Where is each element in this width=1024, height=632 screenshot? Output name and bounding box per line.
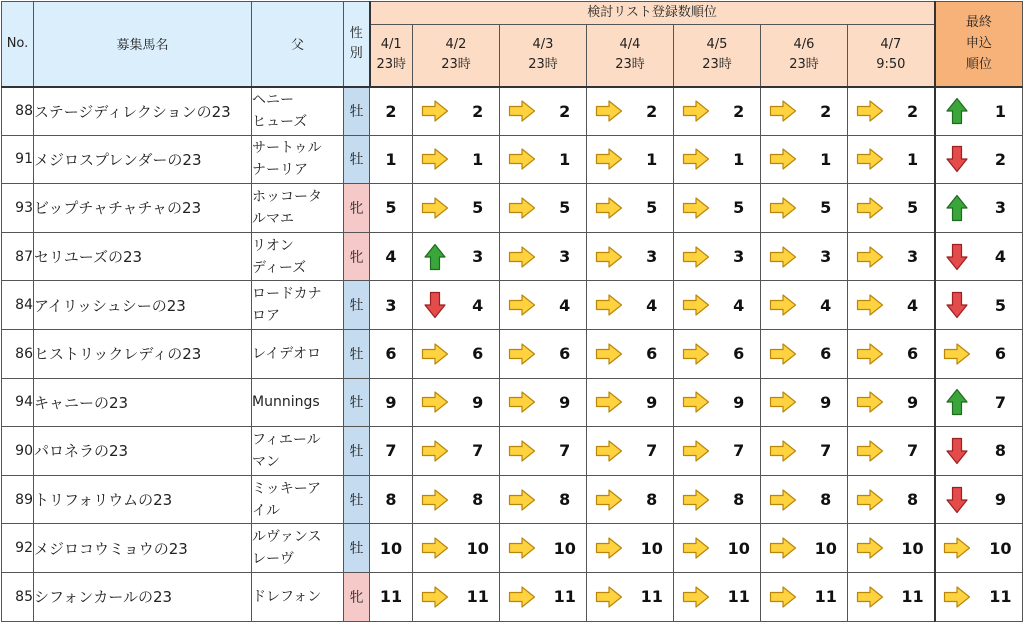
rank-value: 1: [892, 135, 935, 184]
header-date: 4/5: [706, 37, 728, 53]
trend-arrow-right-icon: [413, 572, 457, 621]
rank-value: 3: [718, 232, 761, 281]
sire-line-2: ロア: [252, 308, 280, 325]
rank-value: 5: [370, 184, 413, 233]
rank-value: 2: [718, 87, 761, 136]
final-arrow-up-icon: [935, 87, 979, 136]
sire-line-2: ヒューズ: [252, 114, 308, 131]
rank-value: 4: [892, 281, 935, 330]
rank-value: 1: [631, 135, 674, 184]
sex-badge: 牡: [344, 281, 370, 330]
rank-value: 8: [631, 475, 674, 524]
row-number: 87: [2, 232, 34, 281]
rank-value: 9: [544, 378, 587, 427]
header-sire: 父: [252, 2, 344, 87]
table-row: [2, 135, 1023, 184]
final-rank: 6: [979, 329, 1023, 378]
table-row: [2, 184, 1023, 233]
sire-name: [252, 329, 344, 378]
rank-value: 6: [718, 329, 761, 378]
header-time: 23時: [441, 57, 471, 73]
header-date: 4/7: [880, 37, 902, 53]
rank-value: 7: [457, 427, 500, 476]
sire-line-2: イル: [252, 502, 280, 519]
final-rank: 11: [979, 572, 1023, 621]
final-arrow-down-icon: [935, 475, 979, 524]
sire-name: [252, 378, 344, 427]
rank-value: 1: [457, 135, 500, 184]
horse-name: ヒストリックレディの23: [34, 329, 252, 378]
rank-value: 4: [457, 281, 500, 330]
horse-name: セリユーズの23: [34, 232, 252, 281]
table-row: [2, 475, 1023, 524]
sire-line-1: レイデオロ: [252, 345, 322, 362]
trend-arrow-right-icon: [848, 427, 892, 476]
sire-name: [252, 427, 344, 476]
rank-value: 8: [805, 475, 848, 524]
sex-badge: 牡: [344, 378, 370, 427]
trend-arrow-right-icon: [500, 232, 544, 281]
rank-value: 11: [370, 572, 413, 621]
horse-name: トリフォリウムの23: [34, 475, 252, 524]
rank-value: 10: [805, 524, 848, 573]
trend-arrow-right-icon: [500, 378, 544, 427]
rank-value: 10: [370, 524, 413, 573]
sire-line-1: ドレフォン: [252, 588, 322, 605]
rank-value: 6: [892, 329, 935, 378]
rank-value: 4: [544, 281, 587, 330]
header-sex: [344, 2, 370, 87]
header-ranking-title: 検討リスト登録数順位: [370, 2, 935, 25]
table-row: [2, 281, 1023, 330]
rank-value: 10: [457, 524, 500, 573]
header-date-7: [848, 25, 935, 87]
header-time: 23時: [376, 57, 407, 73]
trend-arrow-right-icon: [587, 329, 631, 378]
rank-value: 8: [544, 475, 587, 524]
final-rank: 4: [979, 232, 1023, 281]
trend-arrow-right-icon: [848, 281, 892, 330]
rank-value: 11: [457, 572, 500, 621]
header-date: 4/4: [619, 37, 641, 53]
rank-value: 2: [805, 87, 848, 136]
sire-name: [252, 524, 344, 573]
trend-arrow-right-icon: [848, 329, 892, 378]
horse-name: アイリッシュシーの23: [34, 281, 252, 330]
rank-value: 2: [892, 87, 935, 136]
sire-name: [252, 475, 344, 524]
table-row: [2, 329, 1023, 378]
sex-badge: 牡: [344, 524, 370, 573]
rank-value: 8: [892, 475, 935, 524]
header-time: 23時: [702, 57, 732, 73]
header-date-1: [370, 25, 413, 87]
table-row: [2, 232, 1023, 281]
final-arrow-down-icon: [935, 427, 979, 476]
header-date-4: [587, 25, 674, 87]
horse-name: メジロコウミョウの23: [34, 524, 252, 573]
table-row: [2, 572, 1023, 621]
final-rank: 1: [979, 87, 1023, 136]
row-number: 84: [2, 281, 34, 330]
header-no: No.: [2, 2, 34, 87]
horse-name: キャニーの23: [34, 378, 252, 427]
rank-value: 10: [631, 524, 674, 573]
horse-name: メジロスプレンダーの23: [34, 135, 252, 184]
header-time: 23時: [528, 57, 558, 73]
trend-arrow-right-icon: [674, 475, 718, 524]
final-arrow-down-icon: [935, 135, 979, 184]
header-time: 23時: [615, 57, 645, 73]
horse-name: ビップチャチャチャの23: [34, 184, 252, 233]
trend-arrow-right-icon: [674, 184, 718, 233]
trend-arrow-right-icon: [587, 87, 631, 136]
table-row: [2, 427, 1023, 476]
trend-arrow-right-icon: [413, 329, 457, 378]
sex-badge: 牡: [344, 329, 370, 378]
rank-value: 6: [805, 329, 848, 378]
rank-value: 5: [805, 184, 848, 233]
sire-line-1: ロードカナ: [252, 286, 322, 303]
trend-arrow-right-icon: [848, 135, 892, 184]
row-number: 85: [2, 572, 34, 621]
trend-arrow-right-icon: [761, 281, 805, 330]
table-row: [2, 87, 1023, 136]
rank-value: 1: [718, 135, 761, 184]
rank-value: 6: [370, 329, 413, 378]
trend-arrow-right-icon: [500, 524, 544, 573]
trend-arrow-right-icon: [761, 329, 805, 378]
trend-arrow-right-icon: [761, 572, 805, 621]
trend-arrow-right-icon: [587, 427, 631, 476]
ranking-table: [1, 1, 1023, 622]
rank-value: 4: [370, 232, 413, 281]
trend-arrow-right-icon: [587, 281, 631, 330]
rank-value: 9: [892, 378, 935, 427]
trend-arrow-right-icon: [500, 281, 544, 330]
trend-arrow-right-icon: [848, 378, 892, 427]
trend-arrow-right-icon: [500, 572, 544, 621]
rank-value: 3: [544, 232, 587, 281]
rank-value: 5: [631, 184, 674, 233]
header-date: 4/6: [793, 37, 815, 53]
header-date: 4/3: [532, 37, 554, 53]
trend-arrow-right-icon: [848, 87, 892, 136]
rank-value: 3: [370, 281, 413, 330]
trend-arrow-right-icon: [848, 524, 892, 573]
sex-badge: 牝: [344, 232, 370, 281]
sire-line-1: ルヴァンス: [252, 529, 322, 546]
trend-arrow-right-icon: [761, 184, 805, 233]
final-rank: 7: [979, 378, 1023, 427]
header-time: 9:50: [876, 57, 906, 73]
rank-value: 6: [457, 329, 500, 378]
rank-value: 1: [370, 135, 413, 184]
trend-arrow-right-icon: [413, 427, 457, 476]
horse-name: シフォンカールの23: [34, 572, 252, 621]
table-row: [2, 524, 1023, 573]
trend-arrow-right-icon: [761, 135, 805, 184]
trend-arrow-right-icon: [761, 87, 805, 136]
sire-line-1: ヘニー: [252, 92, 294, 109]
sire-line-1: ホッコータ: [252, 188, 322, 205]
trend-arrow-right-icon: [500, 87, 544, 136]
header-final-line3: 順位: [965, 57, 992, 73]
sire-line-2: レーヴ: [252, 551, 294, 568]
rank-value: 7: [892, 427, 935, 476]
trend-arrow-right-icon: [674, 427, 718, 476]
trend-arrow-right-icon: [761, 378, 805, 427]
final-arrow-up-icon: [935, 378, 979, 427]
trend-arrow-right-icon: [587, 232, 631, 281]
trend-arrow-right-icon: [413, 475, 457, 524]
rank-value: 4: [718, 281, 761, 330]
rank-value: 8: [370, 475, 413, 524]
trend-arrow-right-icon: [674, 524, 718, 573]
rank-value: 2: [457, 87, 500, 136]
row-number: 89: [2, 475, 34, 524]
sex-badge: 牝: [344, 572, 370, 621]
horse-name: パロネラの23: [34, 427, 252, 476]
sire-line-1: サートゥル: [252, 140, 322, 157]
rank-value: 5: [457, 184, 500, 233]
row-number: 92: [2, 524, 34, 573]
rank-value: 7: [805, 427, 848, 476]
trend-arrow-right-icon: [587, 378, 631, 427]
rank-value: 3: [805, 232, 848, 281]
final-rank: 9: [979, 475, 1023, 524]
final-rank: 2: [979, 135, 1023, 184]
trend-arrow-right-icon: [761, 475, 805, 524]
rank-value: 5: [718, 184, 761, 233]
final-arrow-down-icon: [935, 281, 979, 330]
sex-badge: 牝: [344, 184, 370, 233]
trend-arrow-right-icon: [587, 475, 631, 524]
rank-value: 10: [544, 524, 587, 573]
header-final-line2: 申込: [965, 36, 992, 52]
header-date-5: [674, 25, 761, 87]
trend-arrow-right-icon: [500, 427, 544, 476]
trend-arrow-right-icon: [674, 329, 718, 378]
rank-value: 8: [457, 475, 500, 524]
sire-line-1: フィエール: [252, 431, 321, 448]
trend-arrow-right-icon: [587, 572, 631, 621]
sire-line-2: マン: [252, 453, 280, 470]
rank-value: 2: [544, 87, 587, 136]
trend-arrow-up-icon: [413, 232, 457, 281]
rank-value: 11: [544, 572, 587, 621]
sire-name: [252, 184, 344, 233]
rank-value: 1: [544, 135, 587, 184]
header-final-rank: [935, 2, 1023, 87]
rank-value: 4: [631, 281, 674, 330]
sire-name: [252, 281, 344, 330]
rank-value: 2: [370, 87, 413, 136]
rank-value: 7: [544, 427, 587, 476]
trend-arrow-right-icon: [587, 184, 631, 233]
final-rank: 8: [979, 427, 1023, 476]
trend-arrow-down-icon: [413, 281, 457, 330]
rank-value: 1: [805, 135, 848, 184]
rank-value: 8: [718, 475, 761, 524]
row-number: 94: [2, 378, 34, 427]
rank-value: 10: [892, 524, 935, 573]
sire-line-1: ミッキーア: [252, 480, 322, 497]
rank-value: 6: [544, 329, 587, 378]
rank-value: 9: [805, 378, 848, 427]
row-number: 88: [2, 87, 34, 136]
trend-arrow-right-icon: [848, 232, 892, 281]
final-rank: 10: [979, 524, 1023, 573]
final-arrow-right-icon: [935, 329, 979, 378]
trend-arrow-right-icon: [761, 524, 805, 573]
sex-badge: 牡: [344, 427, 370, 476]
rank-value: 5: [892, 184, 935, 233]
trend-arrow-right-icon: [413, 378, 457, 427]
row-number: 90: [2, 427, 34, 476]
trend-arrow-right-icon: [674, 135, 718, 184]
trend-arrow-right-icon: [500, 184, 544, 233]
trend-arrow-right-icon: [587, 135, 631, 184]
rank-value: 5: [544, 184, 587, 233]
sire-name: [252, 572, 344, 621]
rank-value: 7: [718, 427, 761, 476]
rank-value: 4: [805, 281, 848, 330]
rank-value: 2: [631, 87, 674, 136]
trend-arrow-right-icon: [413, 184, 457, 233]
trend-arrow-right-icon: [500, 135, 544, 184]
rank-value: 3: [631, 232, 674, 281]
header-final-line1: 最終: [965, 15, 992, 31]
trend-arrow-right-icon: [413, 135, 457, 184]
final-arrow-down-icon: [935, 232, 979, 281]
rank-value: 3: [892, 232, 935, 281]
header-name: 募集馬名: [34, 2, 252, 87]
trend-arrow-right-icon: [674, 87, 718, 136]
sire-name: [252, 232, 344, 281]
rank-value: 11: [718, 572, 761, 621]
rank-value: 7: [370, 427, 413, 476]
header-date-6: [761, 25, 848, 87]
trend-arrow-right-icon: [413, 87, 457, 136]
rank-value: 10: [718, 524, 761, 573]
trend-arrow-right-icon: [674, 572, 718, 621]
row-number: 86: [2, 329, 34, 378]
trend-arrow-right-icon: [848, 184, 892, 233]
rank-value: 9: [631, 378, 674, 427]
header-time: 23時: [789, 57, 819, 73]
trend-arrow-right-icon: [761, 232, 805, 281]
rank-value: 11: [805, 572, 848, 621]
sire-line-1: Munnings: [252, 394, 320, 411]
trend-arrow-right-icon: [848, 475, 892, 524]
sire-name: [252, 87, 344, 136]
table-row: [2, 378, 1023, 427]
final-arrow-right-icon: [935, 572, 979, 621]
header-date-2: [413, 25, 500, 87]
final-arrow-right-icon: [935, 524, 979, 573]
trend-arrow-right-icon: [413, 524, 457, 573]
sire-line-1: リオン: [252, 237, 294, 254]
trend-arrow-right-icon: [761, 427, 805, 476]
sire-line-2: ルマエ: [252, 210, 294, 227]
trend-arrow-right-icon: [500, 475, 544, 524]
rank-value: 11: [631, 572, 674, 621]
row-number: 93: [2, 184, 34, 233]
rank-value: 7: [631, 427, 674, 476]
trend-arrow-right-icon: [500, 329, 544, 378]
horse-name: ステージディレクションの23: [34, 87, 252, 136]
rank-value: 3: [457, 232, 500, 281]
rank-value: 9: [370, 378, 413, 427]
header-date: 4/1: [380, 37, 402, 53]
trend-arrow-right-icon: [674, 378, 718, 427]
header-date: 4/2: [445, 37, 467, 53]
trend-arrow-right-icon: [674, 232, 718, 281]
sex-badge: 牡: [344, 87, 370, 136]
sire-name: [252, 135, 344, 184]
header-date-3: [500, 25, 587, 87]
rank-value: 9: [718, 378, 761, 427]
trend-arrow-right-icon: [674, 281, 718, 330]
final-rank: 3: [979, 184, 1023, 233]
header-sex-line2: 別: [349, 45, 363, 61]
sex-badge: 牡: [344, 475, 370, 524]
sire-line-2: ディーズ: [252, 259, 307, 276]
rank-value: 9: [457, 378, 500, 427]
final-rank: 5: [979, 281, 1023, 330]
sire-line-2: ナーリア: [252, 162, 308, 179]
header-sex-line1: 性: [349, 25, 363, 41]
rank-value: 6: [631, 329, 674, 378]
trend-arrow-right-icon: [848, 572, 892, 621]
row-number: 91: [2, 135, 34, 184]
rank-value: 11: [892, 572, 935, 621]
trend-arrow-right-icon: [587, 524, 631, 573]
final-arrow-up-icon: [935, 184, 979, 233]
sex-badge: 牡: [344, 135, 370, 184]
